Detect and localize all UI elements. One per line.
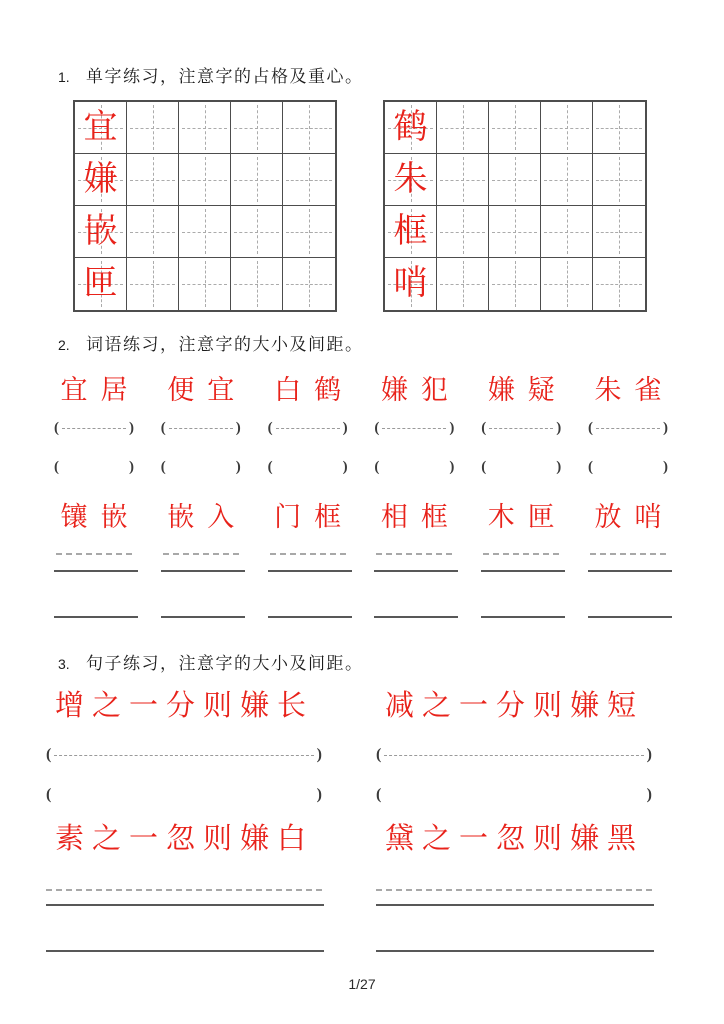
practice-cell bbox=[437, 206, 489, 258]
row-item bbox=[376, 822, 652, 857]
model-character: 框 bbox=[393, 212, 428, 250]
close-paren: ) bbox=[235, 420, 241, 436]
sentence-row-2-solid-lines-1 bbox=[46, 904, 652, 906]
practice-sentence: 减之一分则嫌短 bbox=[385, 690, 645, 722]
practice-word: 朱雀 bbox=[594, 375, 675, 405]
row-item bbox=[54, 616, 134, 618]
practice-cell bbox=[437, 102, 489, 154]
row-item bbox=[374, 420, 454, 437]
row-item bbox=[588, 501, 675, 533]
practice-word: 放哨 bbox=[594, 502, 675, 532]
practice-cell bbox=[179, 154, 231, 206]
practice-cell bbox=[127, 154, 179, 206]
paren-empty-blank bbox=[481, 459, 561, 476]
row-item bbox=[588, 616, 668, 618]
practice-cell bbox=[127, 206, 179, 258]
solid-writing-line bbox=[268, 616, 352, 618]
row-item bbox=[54, 374, 141, 406]
row-item bbox=[161, 501, 248, 533]
word-row-2-solid-lines-1 bbox=[54, 570, 668, 572]
practice-word: 嫌疑 bbox=[487, 375, 568, 405]
open-paren: ( bbox=[374, 459, 380, 475]
solid-writing-line bbox=[376, 950, 654, 952]
practice-cell bbox=[489, 154, 541, 206]
dashed-writing-line bbox=[163, 553, 239, 555]
solid-writing-line bbox=[46, 950, 324, 952]
dashed-writing-line bbox=[56, 553, 132, 555]
row-item bbox=[54, 501, 141, 533]
open-paren: ( bbox=[160, 420, 166, 436]
close-paren: ) bbox=[316, 786, 322, 803]
paren-dashed-blank bbox=[161, 420, 241, 437]
practice-word: 木匣 bbox=[487, 502, 568, 532]
practice-cell bbox=[75, 206, 127, 258]
open-paren: ( bbox=[267, 459, 273, 475]
practice-cell bbox=[179, 206, 231, 258]
practice-cell bbox=[593, 258, 645, 310]
practice-cell bbox=[489, 206, 541, 258]
model-character: 嫌 bbox=[83, 160, 118, 198]
row-item bbox=[376, 746, 652, 764]
practice-cell bbox=[231, 258, 283, 310]
practice-word: 镶嵌 bbox=[60, 502, 141, 532]
practice-word: 嵌入 bbox=[167, 502, 248, 532]
row-item bbox=[376, 889, 652, 891]
solid-writing-line bbox=[588, 570, 672, 572]
row-item bbox=[376, 950, 652, 952]
row-item bbox=[376, 904, 652, 906]
section1-header bbox=[58, 62, 364, 87]
row-item bbox=[374, 570, 454, 572]
row-item bbox=[588, 570, 668, 572]
dashed-fill-line bbox=[596, 428, 660, 429]
row-item bbox=[481, 616, 561, 618]
practice-cell bbox=[75, 258, 127, 310]
solid-writing-line bbox=[161, 616, 245, 618]
open-paren: ( bbox=[481, 459, 487, 475]
section1-title: 单字练习，注意字的占格及重心。 bbox=[86, 67, 364, 86]
row-item bbox=[161, 570, 241, 572]
practice-cell bbox=[593, 154, 645, 206]
row-item bbox=[374, 459, 454, 476]
paren-empty-blank bbox=[268, 459, 348, 476]
practice-grid-left bbox=[73, 100, 337, 312]
row-item bbox=[161, 420, 241, 437]
row-item bbox=[588, 459, 668, 476]
row-item bbox=[161, 616, 241, 618]
word-row-1-paren-empty-blanks bbox=[54, 459, 668, 476]
open-paren: ( bbox=[376, 786, 382, 803]
paren-empty-blank bbox=[374, 459, 454, 476]
solid-writing-line bbox=[46, 904, 324, 906]
row-item bbox=[374, 501, 461, 533]
open-paren: ( bbox=[160, 459, 166, 475]
practice-cell bbox=[75, 154, 127, 206]
solid-writing-line bbox=[374, 570, 458, 572]
row-item bbox=[161, 374, 248, 406]
practice-word: 门框 bbox=[274, 502, 355, 532]
sentence-row-2-solid-lines-2 bbox=[46, 950, 652, 952]
row-item bbox=[46, 746, 322, 764]
row-item bbox=[481, 374, 568, 406]
practice-word: 便宜 bbox=[167, 375, 248, 405]
model-character: 朱 bbox=[393, 160, 428, 198]
dashed-writing-line bbox=[590, 553, 666, 555]
open-paren: ( bbox=[374, 420, 380, 436]
row-item bbox=[54, 570, 134, 572]
section1-number: 1. bbox=[58, 69, 70, 85]
sentence-row-1 bbox=[46, 689, 652, 724]
row-item bbox=[481, 501, 568, 533]
row-item bbox=[374, 374, 461, 406]
paren-dashed-blank bbox=[268, 420, 348, 437]
practice-cell bbox=[489, 258, 541, 310]
practice-cell bbox=[179, 102, 231, 154]
row-item bbox=[268, 459, 348, 476]
dashed-fill-line bbox=[276, 428, 340, 429]
dashed-fill-line bbox=[62, 428, 126, 429]
practice-cell bbox=[283, 154, 335, 206]
section3-title: 句子练习，注意字的大小及间距。 bbox=[86, 654, 364, 673]
row-item bbox=[46, 950, 322, 952]
section2-header bbox=[58, 330, 364, 355]
row-item bbox=[46, 889, 322, 891]
open-paren: ( bbox=[587, 420, 593, 436]
close-paren: ) bbox=[342, 420, 348, 436]
dashed-writing-line bbox=[46, 889, 322, 891]
row-item bbox=[374, 553, 454, 555]
row-item bbox=[376, 786, 652, 804]
row-item bbox=[161, 553, 241, 555]
row-item bbox=[481, 459, 561, 476]
dashed-fill-line bbox=[169, 428, 233, 429]
row-item bbox=[46, 689, 322, 724]
paren-dashed-blank bbox=[46, 746, 322, 764]
model-character: 匣 bbox=[83, 265, 118, 302]
close-paren: ) bbox=[662, 459, 668, 475]
word-row-2-dashed-lines bbox=[54, 553, 668, 555]
solid-writing-line bbox=[374, 616, 458, 618]
section2-number: 2. bbox=[58, 337, 70, 353]
solid-writing-line bbox=[54, 616, 138, 618]
row-item bbox=[54, 459, 134, 476]
dashed-fill-line bbox=[489, 428, 553, 429]
row-item bbox=[46, 904, 322, 906]
practice-cell bbox=[231, 206, 283, 258]
practice-cell bbox=[231, 102, 283, 154]
close-paren: ) bbox=[235, 459, 241, 475]
section3-header bbox=[58, 649, 364, 674]
close-paren: ) bbox=[449, 420, 455, 436]
close-paren: ) bbox=[316, 746, 322, 763]
open-paren: ( bbox=[376, 746, 382, 763]
open-paren: ( bbox=[46, 746, 52, 763]
row-item bbox=[481, 420, 561, 437]
practice-cell bbox=[541, 154, 593, 206]
practice-cell bbox=[541, 102, 593, 154]
solid-writing-line bbox=[588, 616, 672, 618]
open-paren: ( bbox=[481, 420, 487, 436]
row-item bbox=[374, 616, 454, 618]
open-paren: ( bbox=[46, 786, 52, 803]
practice-cell bbox=[437, 258, 489, 310]
practice-sentence: 黛之一忽则嫌黑 bbox=[385, 823, 645, 855]
practice-cell bbox=[283, 102, 335, 154]
model-character: 哨 bbox=[393, 265, 428, 302]
row-item bbox=[54, 553, 134, 555]
paren-empty-blank bbox=[588, 459, 668, 476]
row-item bbox=[588, 420, 668, 437]
model-character: 鹤 bbox=[393, 108, 428, 146]
practice-cell bbox=[127, 102, 179, 154]
row-item bbox=[268, 570, 348, 572]
close-paren: ) bbox=[662, 420, 668, 436]
row-item bbox=[268, 374, 355, 406]
paren-dashed-blank bbox=[588, 420, 668, 437]
close-paren: ) bbox=[646, 746, 652, 763]
practice-cell bbox=[593, 102, 645, 154]
sentence-row-1-paren-empty-blanks bbox=[46, 786, 652, 804]
row-item bbox=[268, 501, 355, 533]
practice-word: 嫌犯 bbox=[380, 375, 461, 405]
close-paren: ) bbox=[646, 786, 652, 803]
practice-cell bbox=[385, 154, 437, 206]
word-row-1-paren-dashed-blanks bbox=[54, 420, 668, 437]
open-paren: ( bbox=[54, 459, 59, 475]
practice-cell bbox=[385, 258, 437, 310]
paren-empty-blank bbox=[46, 786, 322, 804]
practice-grid-right bbox=[383, 100, 647, 312]
practice-cell bbox=[231, 154, 283, 206]
row-item bbox=[54, 420, 134, 437]
row-item bbox=[268, 553, 348, 555]
solid-writing-line bbox=[161, 570, 245, 572]
practice-word: 宜居 bbox=[60, 375, 141, 405]
close-paren: ) bbox=[342, 459, 348, 475]
practice-cell bbox=[283, 258, 335, 310]
close-paren: ) bbox=[556, 420, 562, 436]
dashed-fill-line bbox=[384, 755, 643, 756]
paren-dashed-blank bbox=[54, 420, 134, 437]
solid-writing-line bbox=[268, 570, 352, 572]
dashed-writing-line bbox=[483, 553, 559, 555]
practice-word: 白鹤 bbox=[274, 375, 355, 405]
row-item bbox=[481, 570, 561, 572]
paren-dashed-blank bbox=[481, 420, 561, 437]
paren-dashed-blank bbox=[376, 746, 652, 764]
practice-cell bbox=[127, 258, 179, 310]
open-paren: ( bbox=[267, 420, 273, 436]
practice-cell bbox=[283, 206, 335, 258]
solid-writing-line bbox=[481, 570, 565, 572]
row-item bbox=[46, 786, 322, 804]
close-paren: ) bbox=[129, 420, 134, 436]
word-row-2-solid-lines-2 bbox=[54, 616, 668, 618]
row-item bbox=[268, 420, 348, 437]
practice-cell bbox=[541, 258, 593, 310]
sentence-row-1-paren-dashed-blanks bbox=[46, 746, 652, 764]
sentence-row-2-dashed-lines bbox=[46, 889, 652, 891]
practice-cell bbox=[385, 206, 437, 258]
close-paren: ) bbox=[556, 459, 562, 475]
close-paren: ) bbox=[129, 459, 134, 475]
practice-cell bbox=[385, 102, 437, 154]
practice-cell bbox=[437, 154, 489, 206]
dashed-writing-line bbox=[270, 553, 346, 555]
open-paren: ( bbox=[54, 420, 59, 436]
practice-sentence: 素之一忽则嫌白 bbox=[55, 823, 315, 855]
close-paren: ) bbox=[449, 459, 455, 475]
paren-empty-blank bbox=[161, 459, 241, 476]
practice-cell bbox=[179, 258, 231, 310]
row-item bbox=[268, 616, 348, 618]
dashed-writing-line bbox=[376, 553, 452, 555]
practice-cell bbox=[593, 206, 645, 258]
dashed-fill-line bbox=[54, 755, 313, 756]
solid-writing-line bbox=[481, 616, 565, 618]
practice-cell bbox=[541, 206, 593, 258]
dashed-writing-line bbox=[376, 889, 652, 891]
row-item bbox=[161, 459, 241, 476]
paren-empty-blank bbox=[54, 459, 134, 476]
row-item bbox=[46, 822, 322, 857]
word-row-1 bbox=[54, 374, 675, 406]
solid-writing-line bbox=[376, 904, 654, 906]
row-item bbox=[376, 689, 652, 724]
practice-sentence: 增之一分则嫌长 bbox=[55, 690, 315, 722]
paren-dashed-blank bbox=[374, 420, 454, 437]
dashed-fill-line bbox=[382, 428, 446, 429]
paren-empty-blank bbox=[376, 786, 652, 804]
sentence-row-2 bbox=[46, 822, 652, 857]
page-number: 1/27 bbox=[348, 976, 376, 992]
solid-writing-line bbox=[54, 570, 138, 572]
model-character: 宜 bbox=[83, 108, 118, 146]
section2-title: 词语练习，注意字的大小及间距。 bbox=[86, 335, 364, 354]
practice-cell bbox=[489, 102, 541, 154]
row-item bbox=[588, 374, 675, 406]
section3-number: 3. bbox=[58, 656, 70, 672]
row-item bbox=[481, 553, 561, 555]
practice-word: 相框 bbox=[380, 502, 461, 532]
practice-cell bbox=[75, 102, 127, 154]
row-item bbox=[588, 553, 668, 555]
open-paren: ( bbox=[587, 459, 593, 475]
model-character: 嵌 bbox=[83, 212, 118, 250]
word-row-2 bbox=[54, 501, 675, 533]
